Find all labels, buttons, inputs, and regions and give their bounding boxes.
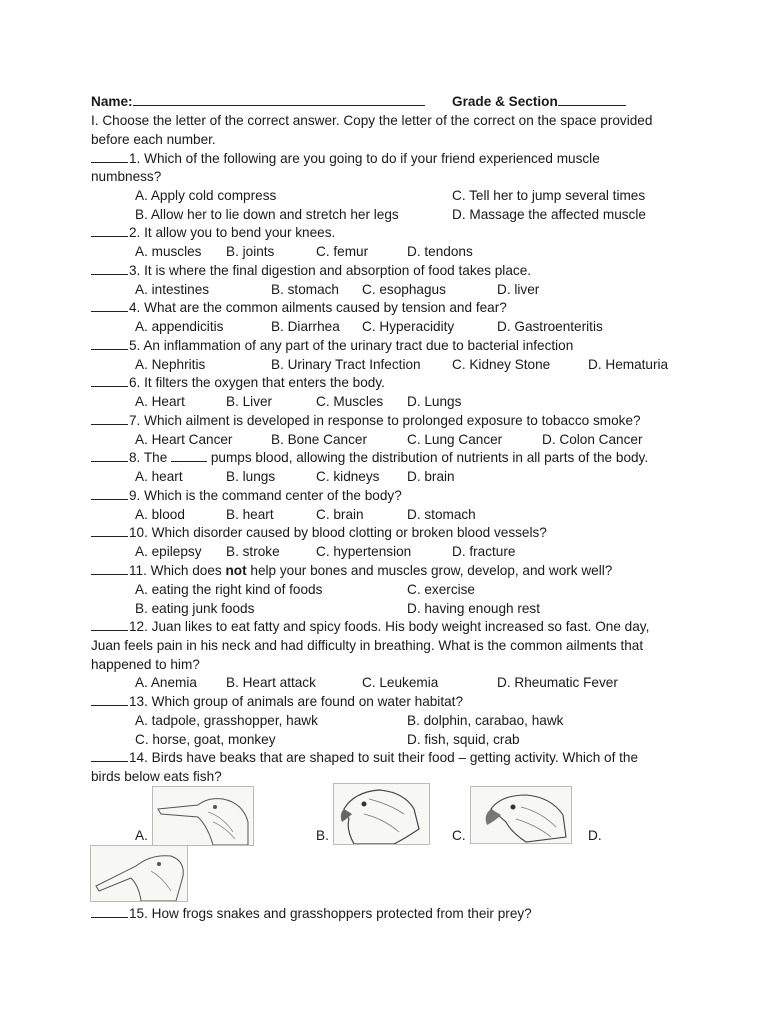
question-text: 4. What are the common ailments caused by tension and fear? xyxy=(129,300,507,315)
choice: C. femur xyxy=(316,244,369,259)
question-14 xyxy=(91,749,638,766)
question-text: 13. Which group of animals are found on water habitat? xyxy=(129,694,464,709)
answer-blank[interactable] xyxy=(91,224,128,237)
choice: D. having enough rest xyxy=(407,601,541,616)
question-3 xyxy=(91,262,531,279)
choice: C. Leukemia xyxy=(362,675,439,690)
choice: B. Liver xyxy=(226,394,273,409)
choice: B. Allow her to lie down and stretch her legs xyxy=(135,207,399,222)
bird-c-icon xyxy=(471,787,571,843)
question-11 xyxy=(91,562,612,579)
choice: C. Hyperacidity xyxy=(362,319,455,334)
question-5 xyxy=(91,337,573,354)
question-text: 5. An inflammation of any part of the urinary tract due to bacterial infection xyxy=(129,338,574,353)
bird-c-image xyxy=(470,786,572,844)
choice: C. xyxy=(452,828,466,843)
fill-in-blank[interactable] xyxy=(171,449,207,462)
question-text: 6. It filters the oxygen that enters the body. xyxy=(129,375,385,390)
bird-b-icon xyxy=(334,784,429,844)
question-13 xyxy=(91,693,463,710)
choice: A. appendicitis xyxy=(135,319,224,334)
answer-blank[interactable] xyxy=(91,449,128,462)
grade-section-label: Grade & Section xyxy=(452,94,558,109)
choice: A. heart xyxy=(135,469,183,484)
question-text: 1. Which of the following are you going to do if your friend experienced muscle xyxy=(129,151,600,166)
question-text-cont: pumps blood, allowing the distribution of nutrients in all parts of the body. xyxy=(207,450,649,465)
question-text: 12. Juan likes to eat fatty and spicy foods. His body weight increased so fast. One day, xyxy=(129,619,650,634)
choice: B. dolphin, carabao, hawk xyxy=(407,713,564,728)
answer-blank[interactable] xyxy=(91,374,128,387)
choice: D. Lungs xyxy=(407,394,462,409)
choice: A. Nephritis xyxy=(135,357,206,372)
bird-d-icon xyxy=(91,846,187,901)
question-15 xyxy=(91,905,532,922)
choice: D. stomach xyxy=(407,507,476,522)
choice: A. blood xyxy=(135,507,185,522)
question-6 xyxy=(91,374,385,391)
bird-a-image xyxy=(152,786,254,846)
choice: B. stroke xyxy=(226,544,280,559)
choice: D. Massage the affected muscle xyxy=(452,207,646,222)
choice: C. Muscles xyxy=(316,394,384,409)
question-1 xyxy=(91,150,600,167)
choice: A. xyxy=(135,828,148,843)
choice: A. Heart xyxy=(135,394,185,409)
name-label: Name: xyxy=(91,94,133,109)
question-8 xyxy=(91,449,648,466)
answer-blank[interactable] xyxy=(91,262,128,275)
choice: B. Bone Cancer xyxy=(271,432,367,447)
question-text: 3. It is where the final digestion and absorption of food takes place. xyxy=(129,263,532,278)
answer-blank[interactable] xyxy=(91,150,128,163)
choice: C. exercise xyxy=(407,582,475,597)
choice: C. esophagus xyxy=(362,282,446,297)
choice: B. lungs xyxy=(226,469,276,484)
choice: C. hypertension xyxy=(316,544,412,559)
question-text: 11. Which does xyxy=(129,563,226,578)
choice: C. brain xyxy=(316,507,364,522)
question-12 xyxy=(91,618,649,635)
question-10 xyxy=(91,524,547,541)
choice: D. Colon Cancer xyxy=(542,432,643,447)
answer-blank[interactable] xyxy=(91,337,128,350)
bird-a-icon xyxy=(153,787,253,845)
question-text: 2. It allow you to bend your knees. xyxy=(129,225,336,240)
answer-blank[interactable] xyxy=(91,412,128,425)
choice: B. heart xyxy=(226,507,274,522)
choice: B. stomach xyxy=(271,282,339,297)
choice: C. Lung Cancer xyxy=(407,432,503,447)
choice: C. Kidney Stone xyxy=(452,357,551,372)
instructions-line-1: I. Choose the letter of the correct answer. Copy the letter of the correct on the space provided xyxy=(91,113,653,128)
choice: A. tadpole, grasshopper, hawk xyxy=(135,713,318,728)
bird-b-image xyxy=(333,783,430,845)
answer-blank[interactable] xyxy=(91,524,128,537)
question-4 xyxy=(91,299,507,316)
answer-blank[interactable] xyxy=(91,693,128,706)
emphasis-not: not xyxy=(225,563,247,578)
choice: B. Heart attack xyxy=(226,675,316,690)
question-text-cont: help your bones and muscles grow, develop, and work well? xyxy=(246,563,613,578)
grade-section-field xyxy=(452,93,626,110)
choice: D. brain xyxy=(407,469,455,484)
choice: B. eating junk foods xyxy=(135,601,255,616)
choice: A. epilepsy xyxy=(135,544,202,559)
answer-blank[interactable] xyxy=(91,749,128,762)
choice: A. eating the right kind of foods xyxy=(135,582,323,597)
choice: B. xyxy=(316,828,329,843)
question-1-cont: numbness? xyxy=(91,169,162,184)
question-text: 9. Which is the command center of the body? xyxy=(129,488,402,503)
choice: A. intestines xyxy=(135,282,210,297)
question-text: 14. Birds have beaks that are shaped to suit their food – getting activity. Which of the xyxy=(129,750,639,765)
name-blank[interactable] xyxy=(133,93,425,106)
choice: C. Tell her to jump several times xyxy=(452,188,646,203)
question-text: 8. The xyxy=(129,450,172,465)
choice: D. xyxy=(588,828,602,843)
question-12-cont: happened to him? xyxy=(91,657,200,672)
choice: B. joints xyxy=(226,244,275,259)
question-text: 10. Which disorder caused by blood clotting or broken blood vessels? xyxy=(129,525,547,540)
choice: D. liver xyxy=(497,282,540,297)
question-9 xyxy=(91,487,402,504)
answer-blank[interactable] xyxy=(91,299,128,312)
name-field xyxy=(91,93,425,110)
choice: B. Diarrhea xyxy=(271,319,340,334)
choice: C. horse, goat, monkey xyxy=(135,732,276,747)
grade-section-blank[interactable] xyxy=(558,93,626,106)
question-2 xyxy=(91,224,335,241)
choice: A. Anemia xyxy=(135,675,197,690)
choice: D. Hematuria xyxy=(588,357,669,372)
answer-blank[interactable] xyxy=(91,562,128,575)
choice: A. muscles xyxy=(135,244,202,259)
bird-d-image xyxy=(90,845,188,902)
choice: C. kidneys xyxy=(316,469,380,484)
choice: A. Heart Cancer xyxy=(135,432,233,447)
choice: D. fracture xyxy=(452,544,516,559)
answer-blank[interactable] xyxy=(91,905,128,918)
choice: D. tendons xyxy=(407,244,473,259)
answer-blank[interactable] xyxy=(91,618,128,631)
question-14-cont: birds below eats fish? xyxy=(91,769,222,784)
choice: B. Urinary Tract Infection xyxy=(271,357,421,372)
question-text: 7. Which ailment is developed in response to prolonged exposure to tobacco smoke? xyxy=(129,413,641,428)
answer-blank[interactable] xyxy=(91,487,128,500)
question-7 xyxy=(91,412,641,429)
choice: D. fish, squid, crab xyxy=(407,732,520,747)
question-12-cont: Juan feels pain in his neck and had difficulty in breathing. What is the common ailments that xyxy=(91,638,644,653)
choice: D. Rheumatic Fever xyxy=(497,675,618,690)
instructions-line-2: before each number. xyxy=(91,132,216,147)
choice: A. Apply cold compress xyxy=(135,188,277,203)
choice: D. Gastroenteritis xyxy=(497,319,603,334)
question-text: 15. How frogs snakes and grasshoppers protected from their prey? xyxy=(129,906,532,921)
